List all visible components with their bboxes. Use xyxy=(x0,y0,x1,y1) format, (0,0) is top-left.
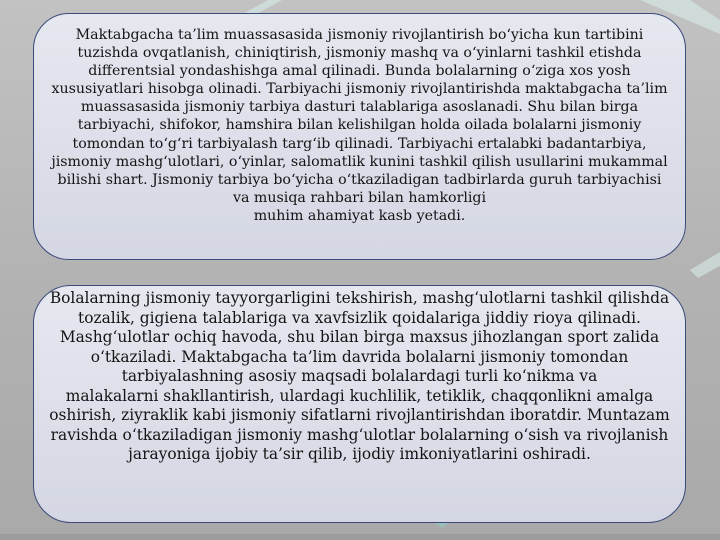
text-block-top-paragraph-2: muhim ahamiyat kasb yetadi. xyxy=(253,207,466,224)
text-block-top xyxy=(33,13,686,260)
text-block-bottom-paragraph-1: Bolalarning jismoniy tayyorgarligini tekshirish, mashg‘ulotlarni tashkil qilishda tozalik, gigiena talablariga va xavfsizlik qoidalariga jiddiy rioya qilinadi. Mashg‘ulotlar ochiq havoda, shu bilan birga maxsus jihozlangan sport zalida o‘tkaziladi. Maktabgacha ta’lim davrida bolalarni jismoniy tomondan tarbiyalashning asosiy maqsadi bolalardagi turli ko‘nikma va xyxy=(49,289,670,385)
decor-chevron-shape xyxy=(690,252,720,278)
text-block-bottom xyxy=(33,285,686,523)
text-block-bottom-paragraph-2: malakalarni shakllantirish, ulardagi kuchlilik, tetiklik, chaqqonlikni amalga oshirish, ziyraklik kabi jismoniy sifatlarni rivojlantirishdan iboratdir. Muntazam ravishda o‘tkaziladigan jismoniy mashg‘ulotlar bolalarning o‘sish va rivojlanish jarayoniga ijobiy ta’sir qilib, ijodiy imkoniyatlarini oshiradi. xyxy=(49,386,670,463)
slide-bottom-edge xyxy=(0,534,720,540)
text-block-top-paragraph-1: Maktabgacha ta’lim muassasasida jismoniy rivojlantirish bo‘yicha kun tartibini tuzishda ovqatlanish, chiniqtirish, jismoniy mashq va o‘yinlarni tashkil etishda differentsial yondashishga amal qilinadi. Bunda bolalarning o‘ziga xos yosh xususiyatlari hisobga olinadi. Tarbiyachi jismoniy rivojlantirishda maktabgacha ta’lim muassasasida jismoniy tarbiya dasturi talablariga asoslanadi. Shu bilan birga tarbiyachi, shifokor, hamshira bilan kelishilgan holda oilada bolalarni jismoniy tomondan to‘g‘ri tarbiyalash targ‘ib qilinadi. Tarbiyachi ertalabki badantarbiya, jismoniy mashg‘ulotlari, o‘yinlar, salomatlik kunini tashkil qilish usullarini mukammal bilishi shart. Jismoniy tarbiya bo‘yicha o‘tkaziladigan tadbirlarda guruh tarbiyachisi va musiqa rahbari bilan hamkorligi xyxy=(51,27,668,206)
